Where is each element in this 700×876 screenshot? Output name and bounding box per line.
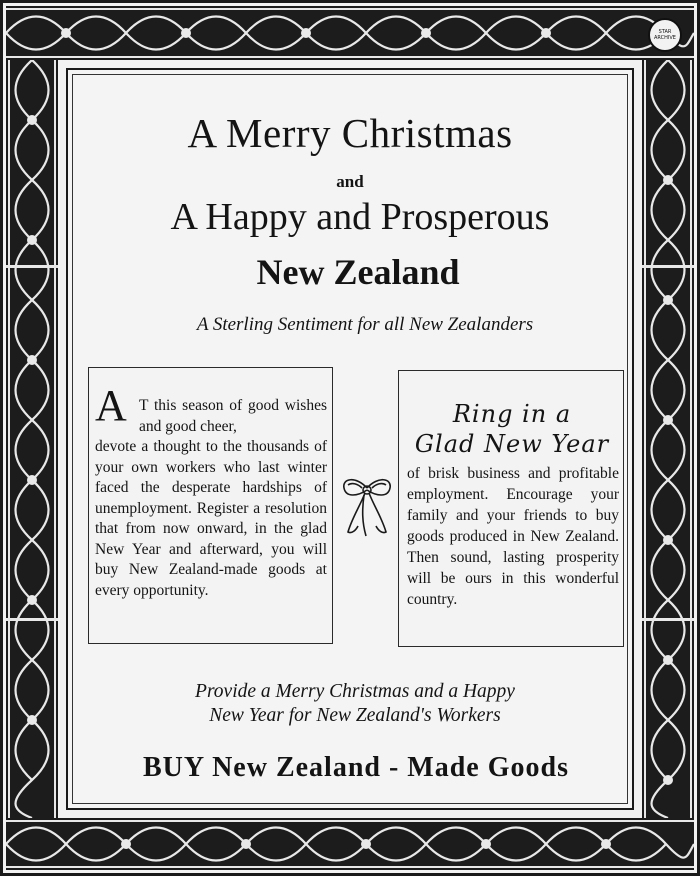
right-paragraph: of brisk business and profitable employment. Encourage your family and your friends to buy goods produced in New Zealand. Then sound, lasting prosperity will be ours in this wonderful country.	[407, 465, 619, 608]
left-paragraph	[95, 396, 327, 601]
closing-message	[0, 680, 700, 728]
subtitle-sentiment: A Sterling Sentiment for all New Zealanders	[196, 314, 534, 335]
ring-in-heading	[399, 399, 625, 459]
drop-cap: A	[95, 381, 127, 430]
closing-line1: Provide a Merry Christmas and a Happy	[195, 681, 515, 702]
headline-and: and	[336, 172, 364, 191]
left-paragraph-first-line: T this season of good wishes and good cheer,	[139, 397, 327, 435]
left-text-box	[88, 367, 333, 644]
archive-seal	[648, 18, 682, 52]
ornament-border-top	[6, 6, 694, 60]
headline-new-zealand: New Zealand	[256, 252, 460, 292]
closing-line2: New Year for New Zealand's Workers	[209, 705, 501, 726]
seal-text: STAR ARCHIVE	[654, 29, 676, 41]
ring-heading-line2: Glad New Year	[414, 430, 610, 458]
ring-heading-line1: Ring in a	[452, 400, 572, 428]
headline-merry-christmas: A Merry Christmas	[187, 110, 513, 156]
ribbon-bow-icon	[338, 470, 396, 542]
ornament-border-bottom	[6, 818, 694, 870]
headline-happy-prosperous: A Happy and Prosperous	[170, 196, 550, 238]
left-paragraph-body: devote a thought to the thousands of your own workers who last winter faced the desperate hardships of unemployment. Register a resolution that from now onward, in the glad New Year and afterward, you will buy New Zealand-made goods at every opportunity.	[95, 438, 327, 599]
right-text-box	[398, 370, 624, 647]
buy-slogan: BUY New Zealand - Made Goods	[143, 752, 569, 783]
